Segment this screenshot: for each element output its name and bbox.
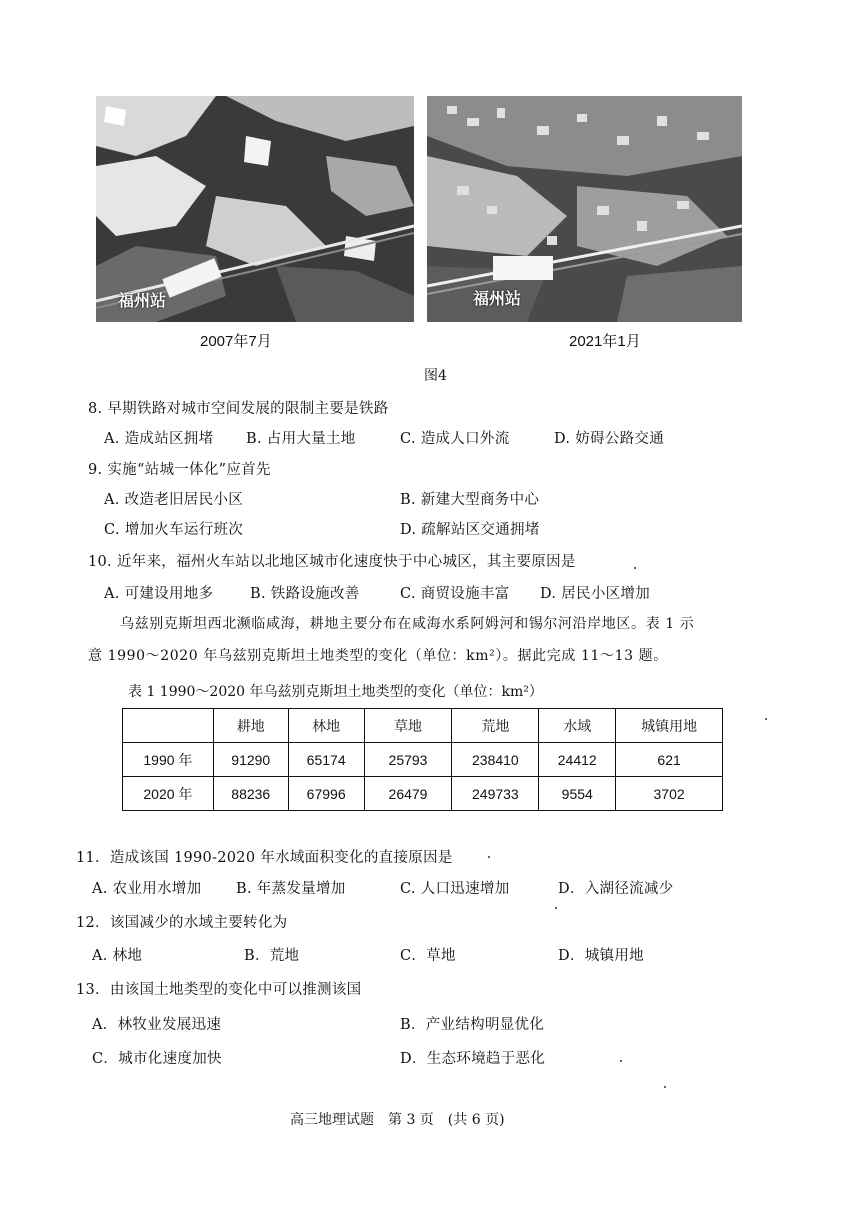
land-type-table bbox=[122, 708, 723, 811]
question-13-stem: 13．由该国土地类型的变化中可以推测该国 bbox=[76, 982, 362, 998]
scan-speck bbox=[620, 1060, 622, 1062]
table-cell: 24412 bbox=[539, 743, 616, 777]
question-12-stem: 12．该国减少的水域主要转化为 bbox=[76, 915, 288, 931]
table-cell: 2020 年 bbox=[123, 777, 214, 811]
question-8-option-a: A. 造成站区拥堵 bbox=[104, 431, 214, 447]
question-9-option-a: A. 改造老旧居民小区 bbox=[104, 492, 243, 508]
question-13-option-a: A．林牧业发展迅速 bbox=[92, 1017, 222, 1033]
table-title: 表 1 1990～2020 年乌兹别克斯坦土地类型的变化（单位：km²） bbox=[128, 684, 543, 700]
question-10-option-d: D. 居民小区增加 bbox=[540, 586, 651, 602]
table-cell: 3702 bbox=[616, 777, 723, 811]
question-10-option-b: B. 铁路设施改善 bbox=[250, 586, 360, 602]
question-13-option-c: C．城市化速度加快 bbox=[92, 1051, 222, 1067]
question-9-option-b: B. 新建大型商务中心 bbox=[400, 492, 540, 508]
header-cell-grassland: 草地 bbox=[364, 709, 452, 743]
question-9-option-c: C. 增加火车运行班次 bbox=[104, 522, 244, 538]
table-cell: 65174 bbox=[288, 743, 364, 777]
page-footer: 高三地理试题 第 3 页 (共 6 页) bbox=[290, 1112, 505, 1128]
question-10-option-a: A. 可建设用地多 bbox=[104, 586, 214, 602]
scan-speck bbox=[634, 567, 636, 569]
question-12-option-a: A. 林地 bbox=[92, 948, 143, 964]
question-8-option-c: C. 造成人口外流 bbox=[400, 431, 510, 447]
header-cell-blank bbox=[123, 709, 214, 743]
table-cell: 9554 bbox=[539, 777, 616, 811]
figure-title: 图4 bbox=[424, 368, 447, 384]
question-11-option-c: C. 人口迅速增加 bbox=[400, 881, 510, 897]
caption-2021: 2021年1月 bbox=[569, 333, 641, 350]
station-label-2021: 福州站 bbox=[473, 289, 522, 308]
header-cell-forest: 林地 bbox=[288, 709, 364, 743]
question-9-stem: 9. 实施“站城一体化”应首先 bbox=[88, 462, 271, 478]
question-12-option-c: C．草地 bbox=[400, 948, 456, 964]
question-9-option-d: D. 疏解站区交通拥堵 bbox=[400, 522, 540, 538]
table-cell: 238410 bbox=[452, 743, 539, 777]
header-cell-urban: 城镇用地 bbox=[616, 709, 723, 743]
satellite-image-2021 bbox=[427, 96, 742, 322]
scan-speck bbox=[664, 1086, 666, 1088]
question-13-option-d: D．生态环境趋于恶化 bbox=[400, 1051, 546, 1067]
question-13-option-b: B．产业结构明显优化 bbox=[400, 1017, 545, 1033]
question-11-option-a: A. 农业用水增加 bbox=[92, 881, 202, 897]
question-8-option-b: B. 占用大量土地 bbox=[246, 431, 356, 447]
table-cell: 249733 bbox=[452, 777, 539, 811]
question-11-option-b: B. 年蒸发量增加 bbox=[236, 881, 346, 897]
question-8-option-d: D. 妨碍公路交通 bbox=[554, 431, 665, 447]
header-cell-water: 水域 bbox=[539, 709, 616, 743]
header-cell-barren: 荒地 bbox=[452, 709, 539, 743]
table-cell: 67996 bbox=[288, 777, 364, 811]
table-header-row bbox=[123, 709, 723, 743]
table-cell: 621 bbox=[616, 743, 723, 777]
table-cell: 88236 bbox=[213, 777, 288, 811]
scan-speck bbox=[765, 718, 767, 720]
station-label-2007: 福州站 bbox=[118, 291, 167, 310]
question-12-option-d: D．城镇用地 bbox=[558, 948, 644, 964]
question-10-option-c: C. 商贸设施丰富 bbox=[400, 586, 510, 602]
satellite-image-2007 bbox=[96, 96, 414, 322]
question-10-stem: 10. 近年来，福州火车站以北地区城市化速度快于中心城区，其主要原因是 bbox=[88, 554, 576, 570]
table-cell: 26479 bbox=[364, 777, 452, 811]
header-cell-cropland: 耕地 bbox=[213, 709, 288, 743]
caption-2007: 2007年7月 bbox=[200, 333, 272, 350]
scan-speck bbox=[555, 907, 557, 909]
scan-speck bbox=[488, 856, 490, 858]
table-cell: 25793 bbox=[364, 743, 452, 777]
table-cell: 1990 年 bbox=[123, 743, 214, 777]
question-11-option-d: D．入湖径流减少 bbox=[558, 881, 674, 897]
question-8-stem: 8. 早期铁路对城市空间发展的限制主要是铁路 bbox=[88, 401, 389, 417]
passage-line-2: 意 1990～2020 年乌兹别克斯坦土地类型的变化（单位：km²）。据此完成 11～13 题。 bbox=[88, 648, 668, 664]
question-11-stem: 11．造成该国 1990-2020 年水域面积变化的直接原因是 bbox=[76, 850, 453, 866]
passage-line-1: 乌兹别克斯坦西北濒临咸海，耕地主要分布在咸海水系阿姆河和锡尔河沿岸地区。表 1 示 bbox=[120, 616, 695, 632]
table-row bbox=[123, 777, 723, 811]
table-row bbox=[123, 743, 723, 777]
table-cell: 91290 bbox=[213, 743, 288, 777]
question-12-option-b: B．荒地 bbox=[244, 948, 300, 964]
